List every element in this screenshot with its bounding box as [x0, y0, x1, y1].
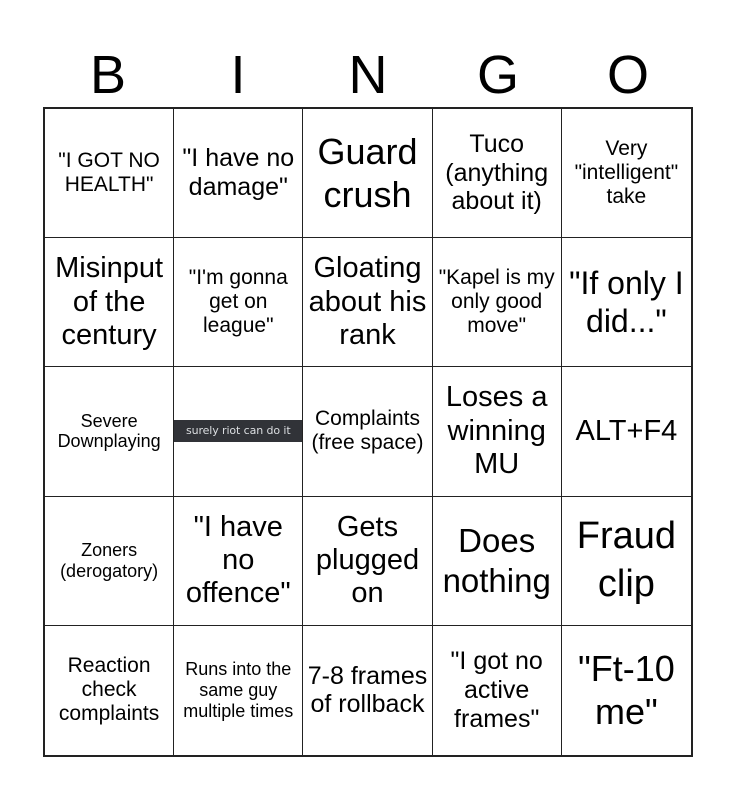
bingo-board	[43, 107, 693, 757]
bingo-cell[interactable]: "I GOT NO HEALTH"	[45, 109, 174, 238]
bingo-cell[interactable]: Misinput of the century	[45, 238, 174, 367]
bingo-cell[interactable]: Zoners (derogatory)	[45, 497, 174, 626]
bingo-cell[interactable]: "If only I did..."	[562, 238, 691, 367]
bingo-cell[interactable]: Gets plugged on	[303, 497, 432, 626]
bingo-cell[interactable]: Guard crush	[303, 109, 432, 238]
bingo-cell[interactable]: Fraud clip	[562, 497, 691, 626]
header-letter-g: G	[476, 45, 519, 105]
bingo-cell[interactable]: ALT+F4	[562, 367, 691, 496]
header-letter-o: O	[606, 45, 649, 105]
bingo-cell[interactable]: "Ft-10 me"	[577, 648, 675, 733]
bingo-cell[interactable]: "I got no active frames"	[433, 626, 562, 755]
header-letter-i: I	[230, 45, 246, 105]
bingo-cell[interactable]: Severe Downplaying	[45, 367, 174, 496]
bingo-cell[interactable]: "I have no damage"	[174, 109, 303, 238]
header-letter-n: N	[348, 45, 388, 105]
bingo-header	[43, 44, 693, 106]
bingo-cell[interactable]: Gloating about his rank	[303, 238, 432, 367]
bingo-cell[interactable]: "I have no offence"	[174, 497, 303, 626]
bingo-cell[interactable]: Loses a winning MU	[433, 367, 562, 496]
bingo-cell[interactable]: 7-8 frames of rollback	[303, 626, 432, 755]
bingo-cell[interactable]	[174, 367, 303, 496]
bingo-cell[interactable]: "Kapel is my only good move"	[433, 238, 562, 367]
chat-message-image: surely riot can do it	[174, 420, 302, 442]
header-letter-b: B	[89, 45, 127, 105]
bingo-cell[interactable]: "I'm gonna get on league"	[174, 238, 303, 367]
bingo-cell[interactable]: Runs into the same guy multiple times	[174, 626, 303, 755]
bingo-cell[interactable]: Does nothing	[433, 497, 562, 626]
bingo-cell[interactable]: Reaction check complaints	[45, 626, 174, 755]
bingo-cell[interactable]: Very "intelligent" take	[562, 109, 691, 238]
bingo-cell[interactable]: Tuco (anything about it)	[433, 109, 562, 238]
bingo-cell-free-space[interactable]: Complaints (free space)	[303, 367, 432, 496]
